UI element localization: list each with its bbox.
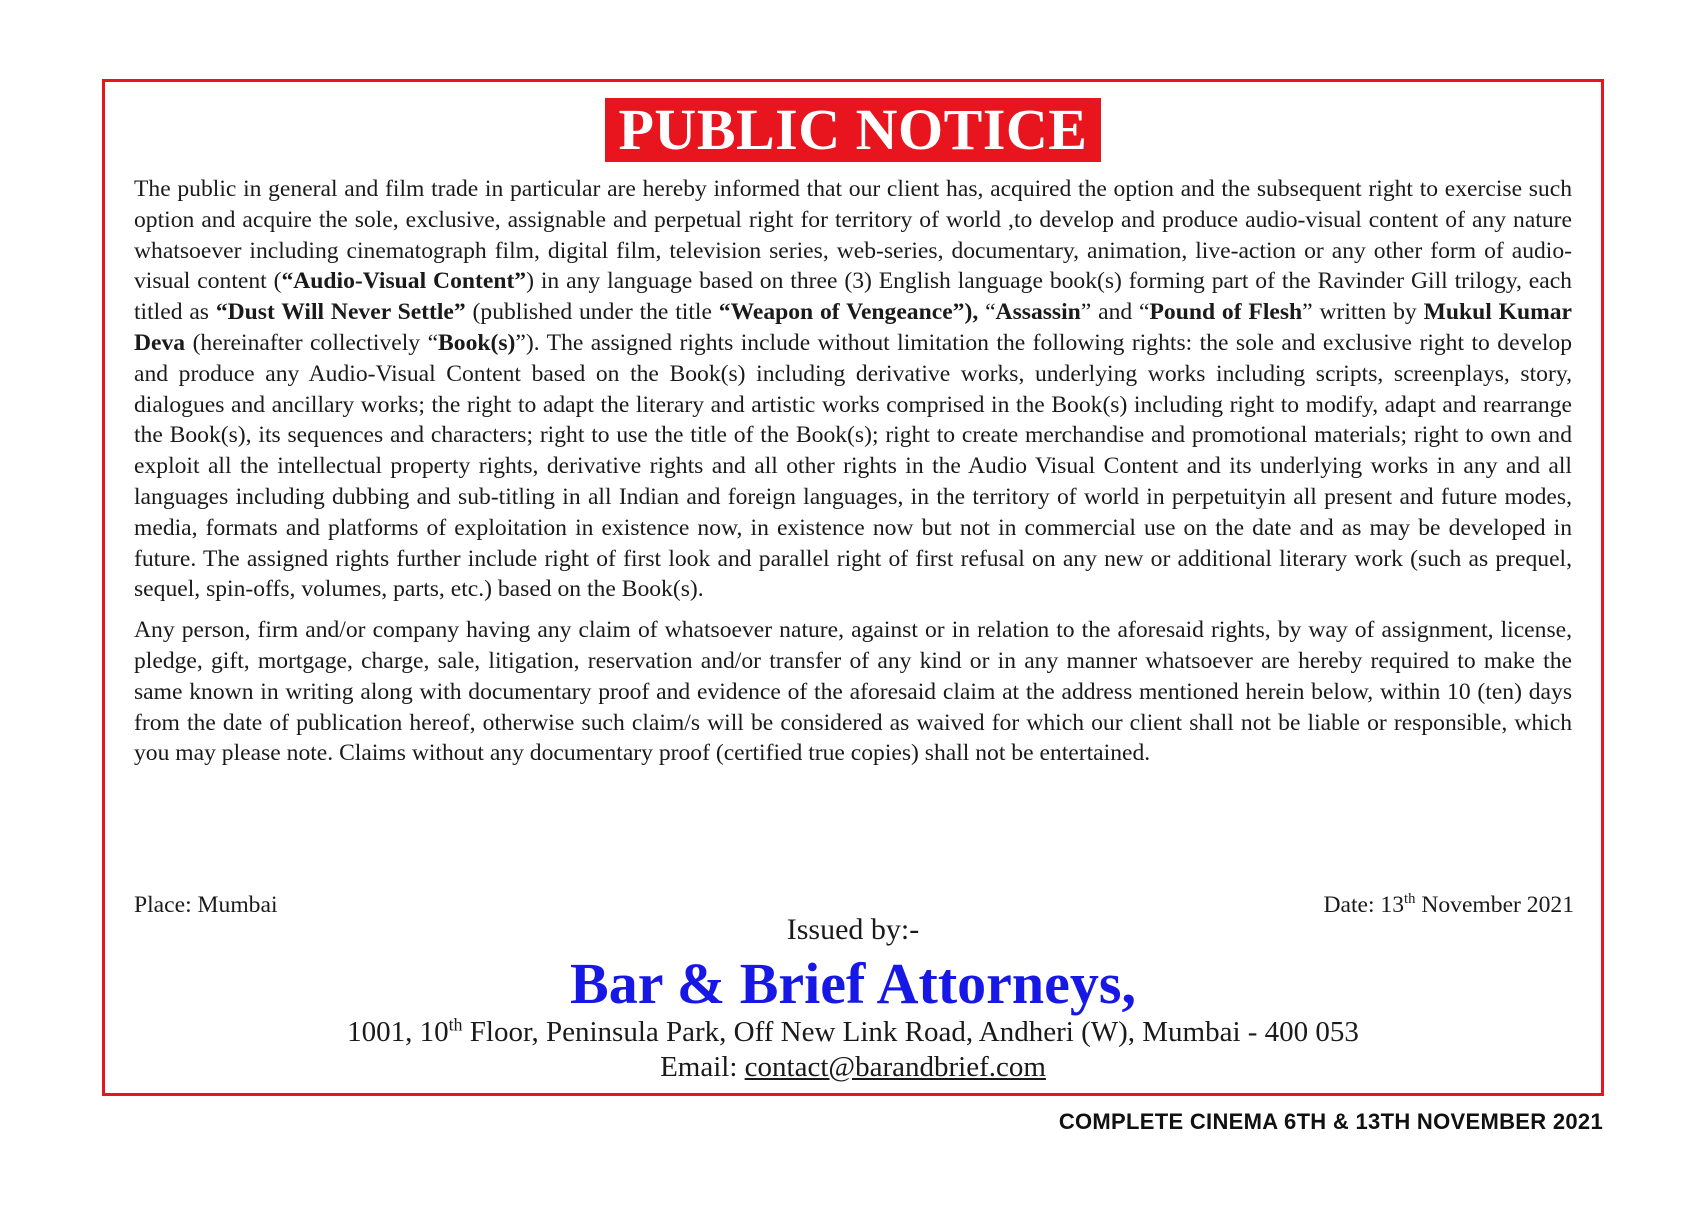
- notice-body: [134, 174, 1572, 769]
- public-notice-frame: [102, 79, 1604, 1096]
- p1-text-3: (published under the title: [465, 299, 719, 326]
- email-line: [105, 1049, 1601, 1085]
- p1-text-2: ) in any language based on three (3) English language book(s) forming part of the Ravinder Gill trilogy, each titled as: [134, 268, 1572, 326]
- book-title-assassin: Assassin: [995, 299, 1081, 326]
- email-link[interactable]: contact@barandbrief.com: [744, 1051, 1046, 1083]
- notice-paragraph-rights: [134, 174, 1572, 605]
- title-wrap: [105, 98, 1601, 162]
- place-label: Place: Mumbai: [134, 892, 278, 918]
- notice-paragraph-claims: Any person, firm and/or company having any claim of whatsoever nature, against or in relation to the aforesaid rights, by way of assignment, license, pledge, gift, mortgage, charge, sale, litigation, reservation and/or transfer of any kind or in any manner whatsoever are hereby required to make the same known in writing along with documentary proof and evidence of the aforesaid claim at the address mentioned herein below, within 10 (ten) days from the date of publication hereof, otherwise such claim/s will be considered as waived for which our client shall not be liable or responsible, which you may please note. Claims without any documentary proof (certified true copies) shall not be entertained.: [134, 617, 1572, 767]
- p1-text-5: ” and “: [1080, 299, 1150, 326]
- address-ordinal: th: [448, 1014, 463, 1035]
- publication-caption: COMPLETE CINEMA 6TH & 13TH NOVEMBER 2021: [1058, 1109, 1603, 1134]
- email-label: Email:: [660, 1051, 745, 1083]
- author-name: Mukul Kumar Deva: [134, 299, 1573, 356]
- p1-text-7: (hereinafter collectively “: [185, 329, 439, 356]
- firm-name: Bar & Brief Attorneys,: [570, 951, 1136, 1016]
- term-audio-visual-content: “Audio-Visual Content”: [281, 268, 527, 295]
- p1-text-4: “: [978, 299, 996, 326]
- notice-title: PUBLIC NOTICE: [605, 98, 1102, 162]
- address-post: Floor, Peninsula Park, Off New Link Road, Andheri (W), Mumbai - 400 053: [462, 1016, 1359, 1048]
- p1-text-1: The public in general and film trade in particular are hereby informed that our client has, acquired the option and the subsequent right to exercise such option and acquire the sole, exclusive, assignable and perpetual right for territory of world ,to develop and produce audio-visual content of any nature whatsoever including cinematograph film, digital film, television series, web-series, documentary, animation, live-action or any other form of audio-visual content (: [134, 176, 1572, 295]
- book-title-dust-will-never-settle: “Dust Will Never Settle”: [215, 299, 466, 326]
- firm-address: [105, 1014, 1601, 1050]
- date-prefix: Date: 13: [1323, 892, 1405, 918]
- book-title-pound-of-flesh: Pound of Flesh: [1149, 299, 1303, 326]
- term-books: Book(s): [438, 329, 516, 356]
- book-title-weapon-of-vengeance: “Weapon of Vengeance”),: [718, 299, 979, 326]
- issued-by-label: Issued by:-: [786, 913, 920, 946]
- date-ordinal: th: [1404, 891, 1416, 908]
- p1-text-6: ” written by: [1302, 299, 1424, 326]
- date-rest: November 2021: [1415, 892, 1574, 918]
- p1-text-8: ”). The assigned rights include without limitation the following rights: the sole and exclusive right to develop and produce any Audio-Visual Content based on the Book(s) including derivative works, underlying works including scripts, screenplays, story, dialogues and ancillary works; the right to adapt the literary and artistic works comprised in the Book(s) including right to modify, adapt and rearrange the Book(s), its sequences and characters; right to use the title of the Book(s); right to create merchandise and promotional materials; right to own and exploit all the intellectual property rights, derivative rights and all other rights in the Audio Visual Content and its underlying works in any and all languages including dubbing and sub-titling in all Indian and foreign languages, in the territory of world in perpetuityin all present and future modes, media, formats and platforms of exploitation in existence now, in existence now but not in commercial use on the date and as may be developed in future. The assigned rights further include right of first look and parallel right of first refusal on any new or additional literary work (such as prequel, sequel, spin-offs, volumes, parts, etc.) based on the Book(s).: [134, 329, 1572, 603]
- address-pre: 1001, 10: [347, 1016, 449, 1048]
